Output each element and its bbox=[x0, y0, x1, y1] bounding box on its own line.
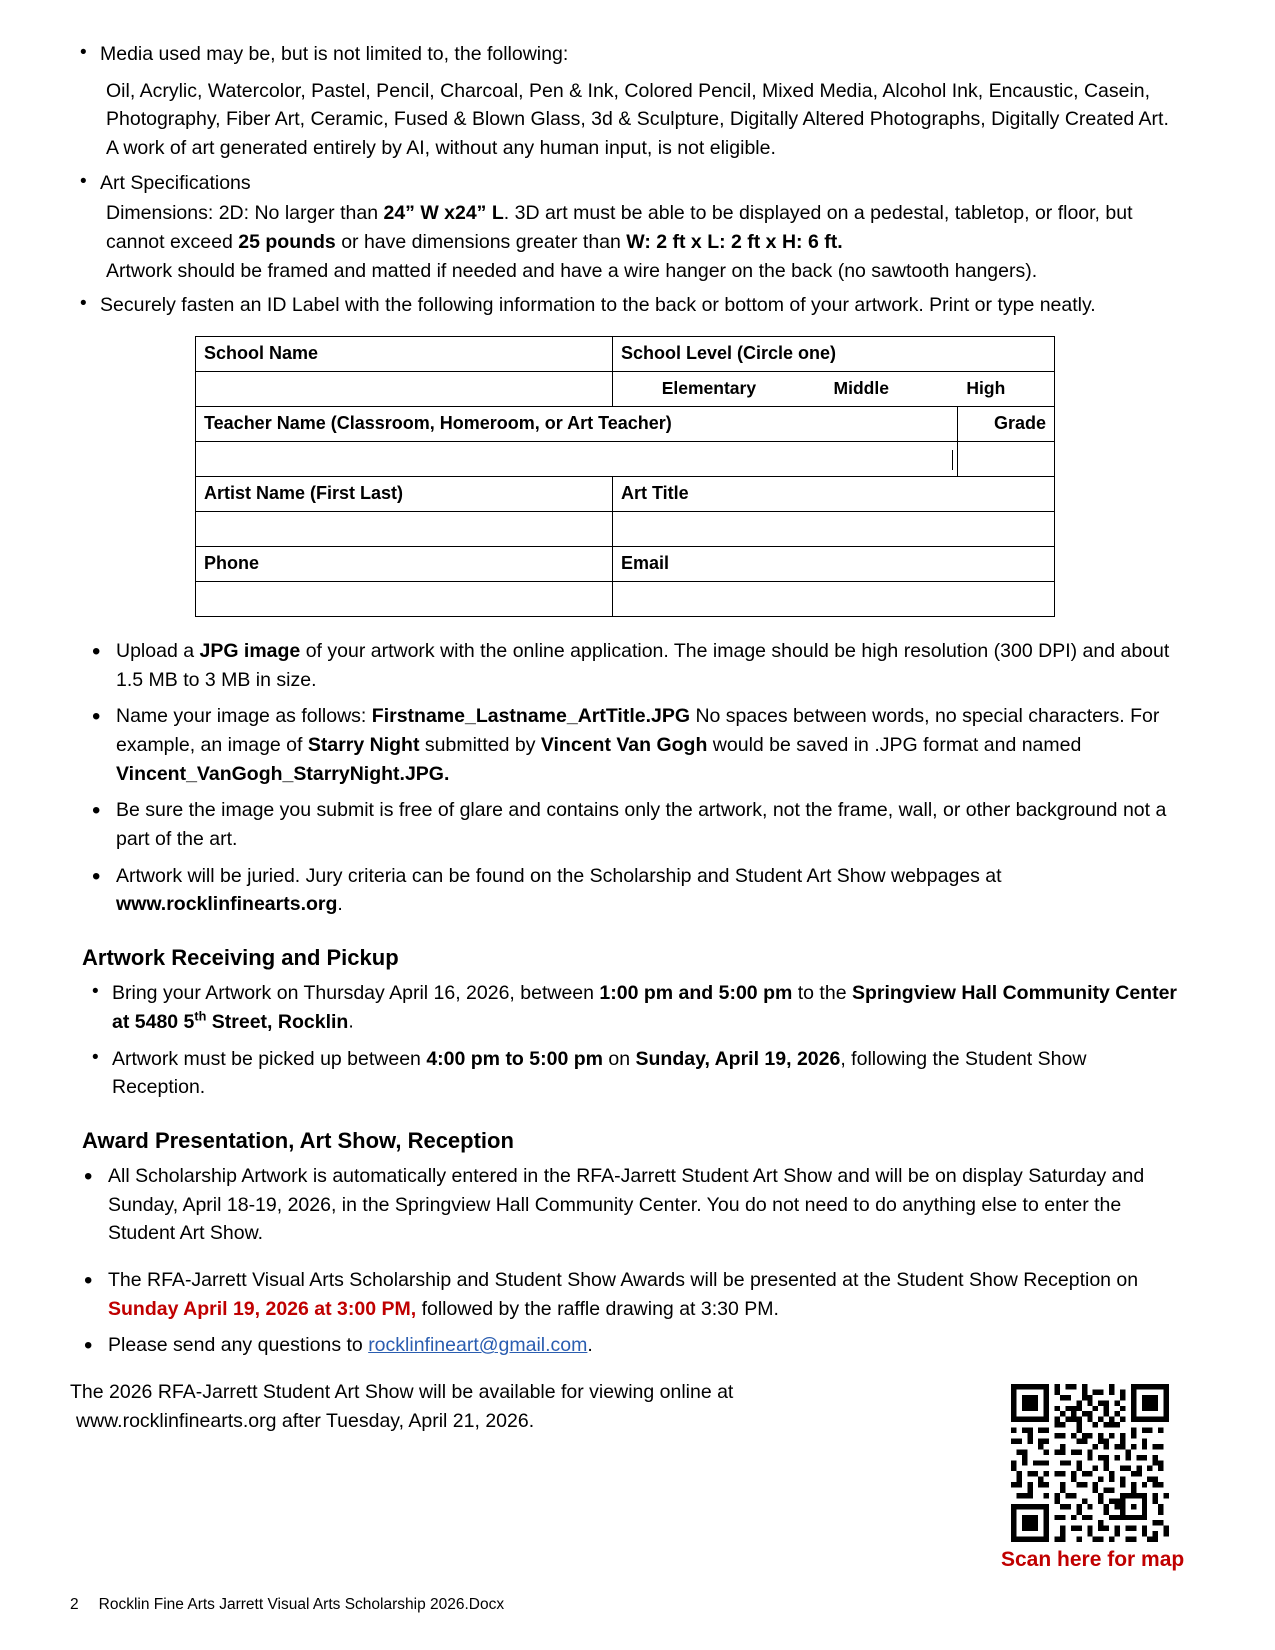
naming-example-artist: Vincent Van Gogh bbox=[540, 733, 708, 756]
glare-item: • Be sure the image you submit is free of glare and contains only the artwork, not the frame, wall, or other background not a part of the art. bbox=[86, 796, 1180, 853]
cell-grade-input[interactable] bbox=[958, 441, 1055, 476]
receiving-list bbox=[70, 979, 1180, 1102]
page-number: 2 bbox=[70, 1596, 79, 1613]
upload-jpg-pre: Upload a bbox=[116, 639, 200, 662]
text-cursor bbox=[952, 450, 953, 470]
table-row bbox=[196, 441, 1055, 476]
bring-location-post: Street, Rocklin bbox=[206, 1010, 349, 1033]
bring-time: 1:00 pm and 5:00 pm bbox=[599, 981, 793, 1004]
cell-art-title-label: Art Title bbox=[613, 476, 1055, 511]
pickup-artwork-item bbox=[82, 1045, 1180, 1102]
dimensions-pre: Dimensions: 2D: No larger than bbox=[106, 202, 384, 225]
id-label-table-wrap bbox=[70, 336, 1180, 617]
naming-mid2: submitted by bbox=[419, 733, 541, 756]
id-label-bullet bbox=[70, 291, 1180, 320]
pickup-post: , following the Student Show Reception. bbox=[112, 1047, 1087, 1099]
table-row bbox=[196, 546, 1055, 581]
pickup-time: 4:00 pm to 5:00 pm bbox=[426, 1047, 603, 1070]
naming-item bbox=[86, 702, 1180, 788]
art-specs-bullet bbox=[70, 169, 1180, 198]
cell-school-level-label: School Level (Circle one) bbox=[613, 336, 1055, 371]
media-list bbox=[70, 40, 1180, 69]
cell-phone-label: Phone bbox=[196, 546, 613, 581]
cell-artist-name-label: Artist Name (First Last) bbox=[196, 476, 613, 511]
cell-art-title-input[interactable] bbox=[613, 511, 1055, 546]
bring-mid: to the bbox=[792, 981, 852, 1004]
table-row bbox=[196, 371, 1055, 406]
bring-ordinal-suffix: th bbox=[194, 1009, 207, 1024]
art-specs-list bbox=[70, 169, 1180, 198]
id-label-list bbox=[70, 291, 1180, 320]
closing-line-1: The 2026 RFA-Jarrett Student Art Show will be available for viewing online at bbox=[70, 1380, 734, 1403]
school-level-options[interactable] bbox=[613, 378, 1054, 399]
section-heading-award: Award Presentation, Art Show, Reception bbox=[82, 1127, 514, 1153]
dimensions-3d-value: W: 2 ft x L: 2 ft x H: 6 ft. bbox=[626, 230, 843, 253]
art-specs-label: Art Specifications bbox=[100, 171, 251, 194]
cell-school-levels[interactable] bbox=[613, 371, 1055, 406]
naming-mid3: would be saved in .JPG format and named bbox=[707, 733, 1082, 756]
award-list bbox=[70, 1162, 1180, 1360]
art-specs-framing: Artwork should be framed and matted if needed and have a wire hanger on the back (no sawtooth hangers). bbox=[106, 259, 1038, 282]
cell-teacher-name-input[interactable] bbox=[196, 441, 958, 476]
questions-pre: Please send any questions to bbox=[108, 1334, 369, 1357]
award-reception-datetime: Sunday April 19, 2026 at 3:00 PM, bbox=[108, 1297, 417, 1320]
table-row bbox=[196, 406, 1055, 441]
level-middle[interactable]: Middle bbox=[833, 378, 889, 399]
juried-item bbox=[86, 862, 1180, 919]
naming-example-file: Vincent_VanGogh_StarryNight.JPG. bbox=[116, 762, 450, 785]
closing-line-2: www.rocklinfinearts.org after Tuesday, April 21, 2026. bbox=[76, 1409, 535, 1432]
cell-grade-label: Grade bbox=[958, 406, 1055, 441]
naming-example-title: Starry Night bbox=[307, 733, 420, 756]
award-item-questions bbox=[78, 1331, 1180, 1360]
naming-pattern: Firstname_Lastname_ArtTitle.JPG bbox=[371, 705, 691, 728]
table-row bbox=[196, 581, 1055, 616]
bring-artwork-item bbox=[82, 979, 1180, 1037]
juried-post: . bbox=[337, 893, 343, 916]
footer-filename: Rocklin Fine Arts Jarrett Visual Arts Scholarship 2026.Docx bbox=[98, 1596, 505, 1613]
weight-limit: 25 pounds bbox=[238, 230, 336, 253]
email-link[interactable]: rocklinfineart@gmail.com bbox=[368, 1334, 588, 1357]
id-label-text: Securely fasten an ID Label with the following information to the back or bottom of your artwork. Print or type neatly. bbox=[100, 294, 1096, 317]
pickup-pre: Artwork must be picked up between bbox=[112, 1047, 427, 1070]
bring-location-pre: Springview Hall Community Center at 5480 5 bbox=[112, 981, 1178, 1033]
dimensions-mid2: or have dimensions greater than bbox=[335, 230, 627, 253]
qr-code-area bbox=[1001, 1384, 1185, 1572]
level-high[interactable]: High bbox=[966, 378, 1006, 399]
table-row bbox=[196, 511, 1055, 546]
id-label-table bbox=[195, 336, 1055, 617]
page-footer bbox=[70, 1596, 504, 1614]
scan-here-caption: Scan here for map bbox=[1001, 1548, 1185, 1571]
bring-post: . bbox=[348, 1010, 354, 1033]
section-heading-receiving: Artwork Receiving and Pickup bbox=[82, 944, 399, 970]
website-url: www.rocklinfinearts.org bbox=[116, 893, 338, 916]
cell-phone-input[interactable] bbox=[196, 581, 613, 616]
cell-email-label: Email bbox=[613, 546, 1055, 581]
upload-jpg-bold: JPG image bbox=[199, 639, 301, 662]
dimensions-mid: . 3D art must be able to be displayed on a pedestal, tabletop, or floor, but cannot exceed bbox=[106, 202, 1133, 253]
cell-teacher-name-label: Teacher Name (Classroom, Homeroom, or Art Teacher) bbox=[196, 406, 958, 441]
level-elementary[interactable]: Elementary bbox=[661, 378, 757, 399]
media-body: Oil, Acrylic, Watercolor, Pastel, Pencil, Charcoal, Pen & Ink, Colored Pencil, Mixed Media, Alcohol Ink, Encaustic, Casein, Photography, Fiber Art, Ceramic, Fused & Blown Glass, 3d & Sculpture, Digitally Altered Photographs, Digitally Created Art. A work of art generated entirely by AI, without any human input, is not eligible. bbox=[106, 79, 1169, 159]
cell-email-input[interactable] bbox=[613, 581, 1055, 616]
pickup-date: Sunday, April 19, 2026 bbox=[635, 1047, 841, 1070]
award-reception-pre: The RFA-Jarrett Visual Arts Scholarship and Student Show Awards will be presented at the Student Show Reception on bbox=[108, 1268, 1139, 1291]
upload-instructions-list bbox=[70, 637, 1180, 919]
pickup-mid: on bbox=[602, 1047, 636, 1070]
questions-post: . bbox=[587, 1334, 593, 1357]
award-item-show: • All Scholarship Artwork is automatically entered in the RFA-Jarrett Student Art Show and will be on display Saturday and Sunday, April 18-19, 2026, in the Springview Hall Community Center. You do not need to do anything else to enter the Student Art Show. bbox=[78, 1162, 1180, 1248]
table-row bbox=[196, 476, 1055, 511]
bring-pre: Bring your Artwork on Thursday April 16, 2026, between bbox=[112, 981, 600, 1004]
naming-mid1: No spaces between words, no special characters. For example, an image of bbox=[116, 705, 1160, 756]
cell-artist-name-input[interactable] bbox=[196, 511, 613, 546]
award-reception-post: followed by the raffle drawing at 3:30 PM. bbox=[416, 1297, 779, 1320]
art-specs-dimensions bbox=[70, 199, 1180, 256]
upload-jpg-item bbox=[86, 637, 1180, 694]
table-row bbox=[196, 336, 1055, 371]
upload-jpg-post: of your artwork with the online application. The image should be high resolution (300 DPI) and about 1.5 MB to 3 MB in size. bbox=[116, 639, 1170, 691]
media-bullet-text: Media used may be, but is not limited to, the following: bbox=[100, 43, 569, 65]
cell-school-name-label: School Name bbox=[196, 336, 613, 371]
dimensions-2d-value: 24” W x24” L bbox=[383, 202, 504, 225]
award-item-reception bbox=[78, 1266, 1180, 1323]
naming-pre: Name your image as follows: bbox=[116, 705, 372, 728]
cell-school-name-input[interactable] bbox=[196, 371, 613, 406]
juried-pre: Artwork will be juried. Jury criteria can be found on the Scholarship and Student Art Show webpages at bbox=[116, 864, 1002, 887]
qr-code-icon bbox=[1011, 1384, 1169, 1542]
media-bullet bbox=[70, 40, 1180, 69]
